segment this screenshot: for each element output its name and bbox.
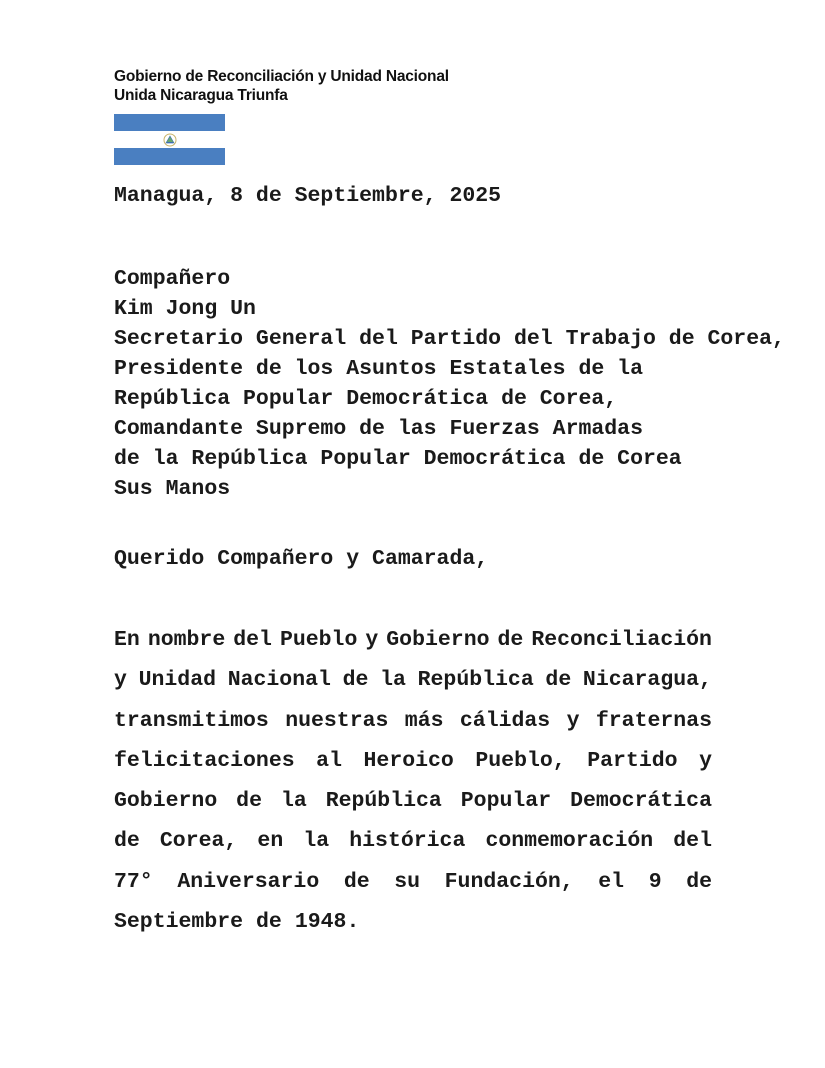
paragraph-line bbox=[114, 862, 712, 902]
word: de bbox=[686, 869, 712, 894]
nicaragua-flag-icon bbox=[114, 114, 225, 165]
word: Aniversario bbox=[177, 869, 320, 894]
word: 9 bbox=[648, 869, 662, 894]
recipient-line: Presidente de los Asuntos Estatales de la bbox=[114, 357, 643, 381]
word: Pueblo bbox=[279, 628, 358, 652]
word: de bbox=[256, 910, 282, 935]
letter-date: Managua, 8 de Septiembre, 2025 bbox=[114, 184, 502, 208]
word: al bbox=[316, 748, 342, 773]
word: Nacional bbox=[227, 668, 331, 693]
word: el bbox=[598, 869, 625, 894]
recipient-line: Sus Manos bbox=[114, 477, 231, 501]
word: transmitimos bbox=[114, 708, 269, 733]
word: Popular bbox=[460, 789, 552, 814]
word: la bbox=[303, 829, 330, 854]
flag-band-bottom bbox=[114, 148, 225, 165]
word: Gobierno bbox=[386, 628, 490, 652]
coat-of-arms-icon bbox=[163, 133, 177, 147]
paragraph-line bbox=[114, 701, 712, 741]
word: del bbox=[233, 628, 272, 652]
word: En bbox=[114, 628, 140, 652]
paragraph-line bbox=[114, 741, 712, 781]
recipient-line: Compañero bbox=[114, 267, 231, 291]
word: más bbox=[404, 708, 444, 733]
word: de bbox=[497, 628, 524, 652]
word: y bbox=[566, 708, 580, 733]
word: Septiembre bbox=[114, 910, 244, 935]
word: Reconciliación bbox=[531, 628, 712, 652]
word: República bbox=[417, 668, 534, 693]
word: República bbox=[325, 789, 442, 814]
recipient-line: de la República Popular Democrática de Corea bbox=[114, 447, 682, 471]
word: y bbox=[114, 668, 127, 693]
word: en bbox=[257, 829, 284, 854]
letterhead-slogan: Unida Nicaragua Triunfa bbox=[114, 87, 288, 104]
word: Democrática bbox=[570, 789, 712, 814]
letterhead-government-name: Gobierno de Reconciliación y Unidad Nacional bbox=[114, 68, 449, 85]
word: Heroico bbox=[363, 748, 454, 773]
letterhead bbox=[114, 67, 449, 105]
word: nuestras bbox=[285, 708, 389, 733]
recipient-line: Secretario General del Partido del Trabajo de Corea, bbox=[114, 327, 785, 351]
paragraph-line bbox=[114, 660, 712, 700]
body-paragraph bbox=[114, 620, 712, 942]
flag-band-middle bbox=[114, 131, 225, 148]
paragraph-line bbox=[114, 821, 712, 861]
word: Gobierno bbox=[114, 789, 218, 814]
word: felicitaciones bbox=[114, 748, 295, 773]
paragraph-line bbox=[114, 781, 712, 821]
word: 1948. bbox=[294, 910, 360, 935]
word: nombre bbox=[147, 628, 226, 652]
word: de bbox=[545, 668, 572, 693]
word: de bbox=[236, 789, 262, 814]
paragraph-line bbox=[114, 902, 712, 942]
word: cálidas bbox=[459, 708, 551, 733]
word: Corea, bbox=[159, 829, 238, 854]
word: Pueblo, bbox=[475, 748, 566, 773]
word: Fundación, bbox=[444, 869, 574, 894]
word: Partido bbox=[587, 748, 678, 773]
word: de bbox=[342, 668, 369, 693]
word: la bbox=[280, 789, 307, 814]
word: fraternas bbox=[595, 708, 712, 733]
flag-band-top bbox=[114, 114, 225, 131]
recipient-address bbox=[114, 264, 785, 504]
word: la bbox=[380, 668, 406, 693]
recipient-line: República Popular Democrática de Corea, bbox=[114, 387, 618, 411]
word: de bbox=[114, 829, 140, 854]
word: histórica bbox=[349, 829, 466, 854]
salutation: Querido Compañero y Camarada, bbox=[114, 547, 489, 571]
word: su bbox=[394, 869, 421, 894]
word: y bbox=[699, 748, 712, 773]
word: del bbox=[673, 829, 712, 854]
paragraph-line bbox=[114, 620, 712, 660]
recipient-line: Comandante Supremo de las Fuerzas Armadas bbox=[114, 417, 643, 441]
word: Nicaragua, bbox=[582, 668, 712, 693]
recipient-line: Kim Jong Un bbox=[114, 297, 256, 321]
word: de bbox=[343, 869, 370, 894]
word: 77° bbox=[114, 869, 153, 894]
word: Unidad bbox=[138, 668, 217, 693]
word: conmemoración bbox=[485, 829, 654, 854]
word: y bbox=[365, 628, 379, 652]
